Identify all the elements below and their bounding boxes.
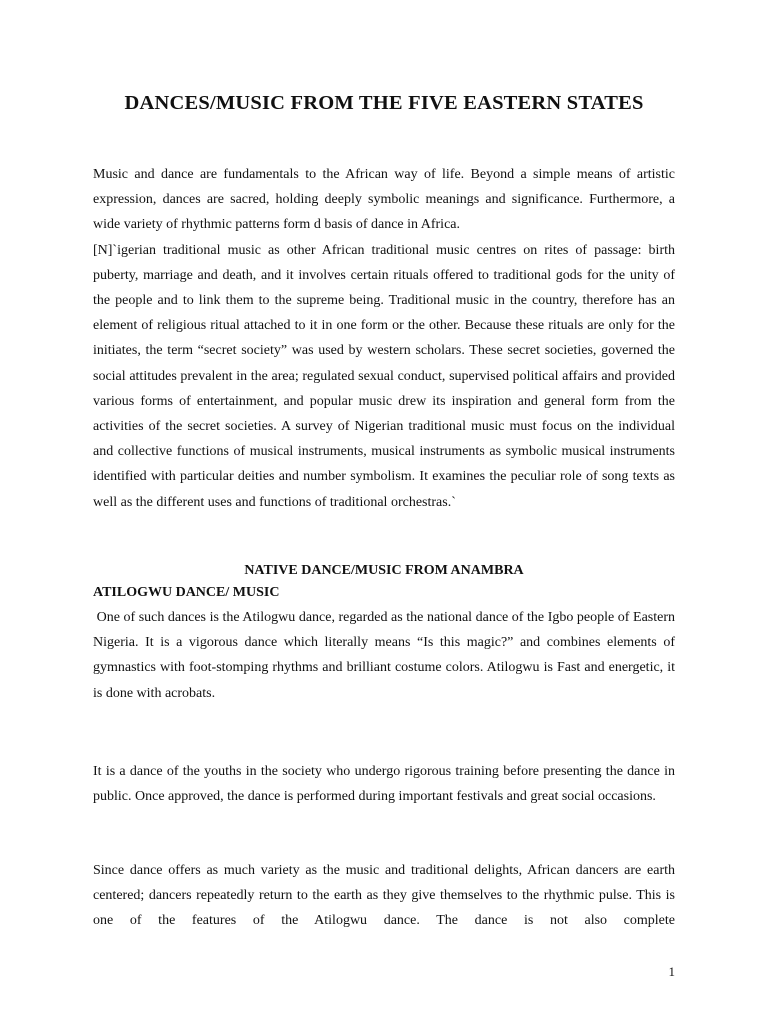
intro-paragraph: Music and dance are fundamentals to the African way of life. Beyond a simple means of artistic expression, dances are sacred, holding deeply symbolic meanings and significance. Furthermore, a wide variety of rhythmic patterns form d basis of dance in Africa.	[93, 167, 675, 233]
youths-paragraph: It is a dance of the youths in the society who undergo rigorous training before presenting the dance in public. Once approved, the dance is performed during important festivals and great social occasions.	[93, 764, 675, 805]
subsection-heading: ATILOGWU DANCE/ MUSIC	[93, 585, 280, 600]
dancers-paragraph: Since dance offers as much variety as the music and traditional delights, African dancers are earth centered; dancers repeatedly return to the earth as they give themselves to the rhythmic pulse. This is one of the features of the Atilogwu dance. The dance is not also complete	[93, 863, 675, 929]
intro-paragraph: [N]`igerian traditional music as other African traditional music centres on rites of passage: birth puberty, marriage and death, and it involves certain rituals offered to traditional gods for the unity of the people and to link them to the supreme being. Traditional music in the country, therefore has an element of religious ritual attached to it in one form or the other. Because these rituals are only for the initiates, the term “secret society” was used by western scholars. These secret societies, governed the social attitudes prevalent in the area; regulated sexual conduct, supervised political affairs and provided various forms of entertainment, and popular music drew its inspiration and general form from the activities of the secret societies. A survey of Nigerian traditional music must focus on the individual and collective functions of musical instruments, musical instruments as symbolic musical instruments identified with particular deities and number symbolism. It examines the peculiar role of song texts as well as the different uses and functions of traditional orchestras.`	[93, 242, 675, 510]
intro-section	[93, 162, 675, 515]
document-title: DANCES/MUSIC FROM THE FIVE EASTERN STATES	[124, 92, 644, 114]
page-number: 1	[668, 964, 675, 979]
atilogwu-paragraph: One of such dances is the Atilogwu dance, regarded as the national dance of the Igbo people of Eastern Nigeria. It is a vigorous dance which literally means “Is this magic?” and combines elements of gymnastics with foot-stomping rhythms and brilliant costume colors. Atilogwu is Fast and energetic, it is done with acrobats.	[93, 610, 679, 701]
section-heading: NATIVE DANCE/MUSIC FROM ANAMBRA	[244, 563, 524, 578]
